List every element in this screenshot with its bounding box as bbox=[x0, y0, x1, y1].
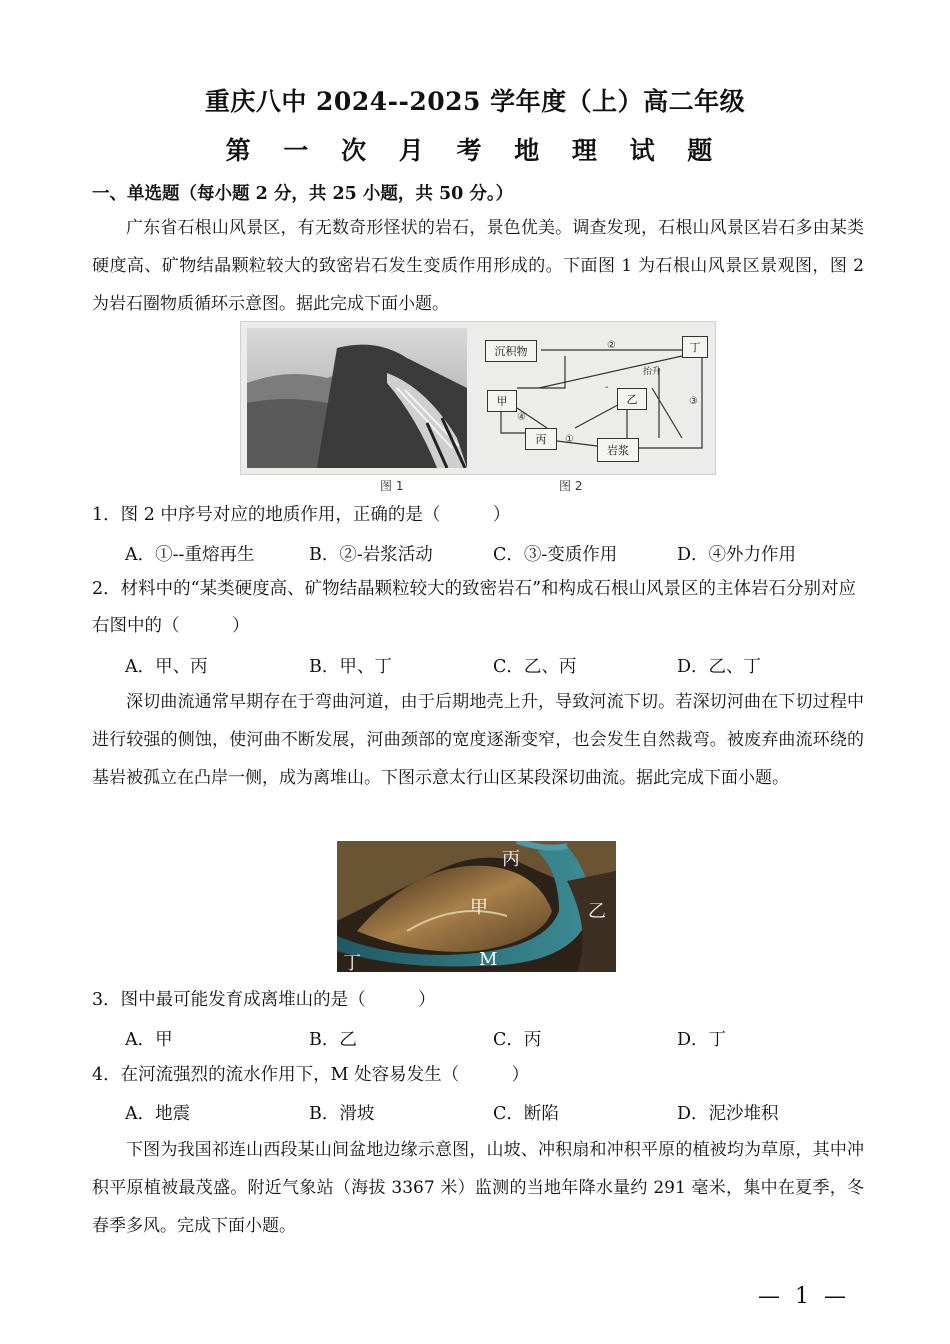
q1-option-d[interactable]: D．④外力作用 bbox=[677, 545, 797, 565]
bing-box: 丙 bbox=[525, 428, 557, 450]
meander-label-yi: 乙 bbox=[588, 901, 606, 922]
magma-box: 岩浆 bbox=[597, 438, 639, 462]
dash-label: - bbox=[605, 382, 609, 393]
passage-2: 深切曲流通常早期存在于弯曲河道，由于后期地壳上升，导致河流下切。若深切河曲在下切过程中进行较强的侧蚀，使河曲不断发展，河曲颈部的宽度逐渐变窄，也会发生自然裁弯。被废弃曲流环绕的基岩被孤立在凸岸一侧，成为离堆山。下图示意太行山区某段深切曲流。据此完成下面小题。 bbox=[92, 692, 864, 788]
q3-option-b[interactable]: B．乙 bbox=[309, 1030, 357, 1050]
question-4-stem: 4．在河流强烈的流水作用下，M 处容易发生（ ） bbox=[92, 1065, 530, 1085]
question-2-stem: 2．材料中的“某类硬度高、矿物结晶颗粒较大的致密岩石”和构成石根山风景区的主体岩石分别对应右图中的（ ） bbox=[92, 579, 857, 636]
jia-box: 甲 bbox=[487, 390, 517, 412]
meander-photo bbox=[337, 841, 616, 972]
question-4-options bbox=[125, 1100, 885, 1130]
uplift-label: 抬升 bbox=[643, 367, 662, 377]
page-number: — 1 — bbox=[758, 1284, 850, 1309]
q4-option-a[interactable]: A．地震 bbox=[125, 1104, 191, 1124]
section-heading: 一、单选题（每小题 2 分，共 25 小题，共 50 分。） bbox=[92, 184, 514, 204]
q1-option-b[interactable]: B．②-岩浆活动 bbox=[309, 545, 433, 565]
question-2-options bbox=[125, 653, 885, 683]
q2-option-c[interactable]: C．乙、丙 bbox=[493, 657, 577, 677]
label-3: ③ bbox=[689, 396, 698, 407]
question-1-stem: 1．图 2 中序号对应的地质作用，正确的是（ ） bbox=[92, 505, 511, 525]
yi-box: 乙 bbox=[617, 388, 647, 410]
question-1-options bbox=[125, 541, 885, 571]
exam-school-title: 重庆八中 2024--2025 学年度（上）高二年级 bbox=[204, 87, 746, 116]
meander-label-m: M bbox=[479, 949, 498, 970]
rock-cycle-diagram bbox=[477, 328, 709, 468]
meander-label-ding: 丁 bbox=[343, 953, 361, 974]
q1-option-a[interactable]: A．①--重熔再生 bbox=[125, 545, 255, 565]
figure2-caption: 图 2 bbox=[559, 479, 583, 493]
sediment-box: 沉积物 bbox=[485, 340, 537, 362]
q4-option-c[interactable]: C．断陷 bbox=[493, 1104, 559, 1124]
q2-option-a[interactable]: A．甲、丙 bbox=[125, 657, 208, 677]
figure1-caption: 图 1 bbox=[380, 479, 404, 493]
meander-label-jia: 甲 bbox=[470, 897, 488, 918]
label-2: ② bbox=[607, 340, 616, 351]
passage-3: 下图为我国祁连山西段某山间盆地边缘示意图，山坡、冲积扇和冲积平原的植被均为草原，其中冲积平原植被最茂盛。附近气象站（海拔 3367 米）监测的当地年降水量约 291 毫米，集中在夏季，冬春季多风。完成下面小题。 bbox=[92, 1140, 864, 1236]
label-4: ④ bbox=[517, 412, 526, 423]
q4-option-b[interactable]: B．滑坡 bbox=[309, 1104, 375, 1124]
passage-1: 广东省石根山风景区，有无数奇形怪状的岩石，景色优美。调查发现，石根山风景区岩石多由某类硬度高、矿物结晶颗粒较大的致密岩石发生变质作用形成的。下面图 1 为石根山风景区景观图，图 2 为岩石圈物质循环示意图。据此完成下面小题。 bbox=[92, 218, 864, 314]
q4-option-d[interactable]: D．泥沙堆积 bbox=[677, 1104, 779, 1124]
q1-option-c[interactable]: C．③-变质作用 bbox=[493, 545, 618, 565]
question-3-options bbox=[125, 1026, 885, 1056]
q3-option-a[interactable]: A．甲 bbox=[125, 1030, 173, 1050]
question-3-stem: 3．图中最可能发育成离堆山的是（ ） bbox=[92, 990, 436, 1010]
ding-box: 丁 bbox=[682, 336, 708, 358]
exam-subject-title: 第 一 次 月 考 地 理 试 题 bbox=[225, 136, 725, 165]
meander-label-bing: 丙 bbox=[502, 849, 520, 870]
figure-panel bbox=[240, 321, 716, 475]
label-1: ① bbox=[565, 434, 574, 445]
q2-option-b[interactable]: B．甲、丁 bbox=[309, 657, 392, 677]
q2-option-d[interactable]: D．乙、丁 bbox=[677, 657, 762, 677]
q3-option-c[interactable]: C．丙 bbox=[493, 1030, 542, 1050]
q3-option-d[interactable]: D．丁 bbox=[677, 1030, 727, 1050]
landscape-photo bbox=[247, 328, 467, 468]
